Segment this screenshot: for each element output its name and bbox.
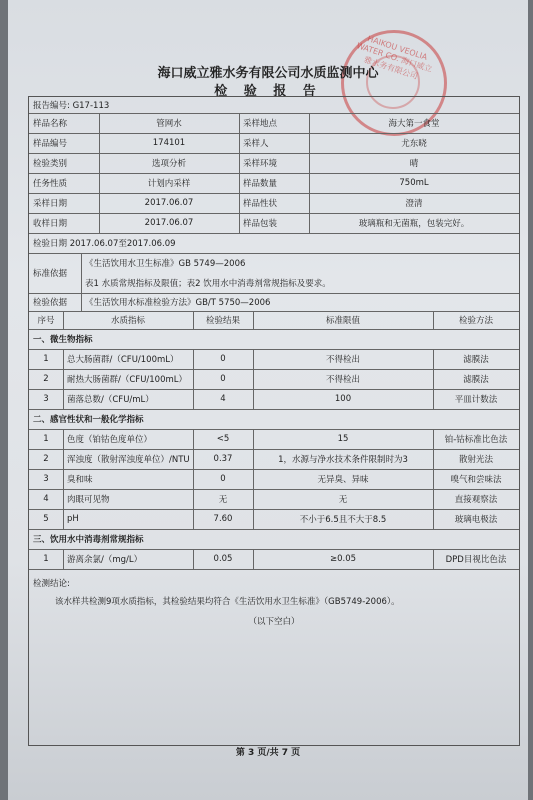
- info-label: 采样日期: [33, 199, 68, 209]
- table-cell: 5: [43, 514, 49, 524]
- info-label: 任务性质: [33, 179, 68, 189]
- column-header: 序号: [37, 316, 55, 326]
- info-label: 样品数量: [243, 179, 278, 189]
- table-cell: 4: [43, 494, 49, 504]
- report-title: 检 验 报 告: [214, 84, 322, 99]
- cell-divider: [253, 369, 254, 389]
- table-cell: 无异臭、异味: [317, 475, 369, 485]
- column-header: 检验结果: [205, 316, 240, 326]
- cell-divider: [253, 449, 254, 469]
- cell-divider: [63, 429, 64, 449]
- cell-divider: [193, 349, 194, 369]
- report-page: [8, 0, 528, 800]
- table-row: [29, 449, 519, 470]
- table-cell: 平皿计数法: [454, 395, 498, 405]
- table-row: [29, 469, 519, 490]
- info-label: 采样地点: [243, 119, 278, 129]
- info-label: 采样人: [243, 139, 269, 149]
- table-cell: 0: [220, 374, 226, 384]
- cell-divider: [433, 489, 434, 509]
- info-row: [29, 133, 519, 154]
- company-name: 海口威立雅水务有限公司水质监测中心: [157, 66, 379, 81]
- table-cell: 滤膜法: [463, 375, 489, 385]
- info-row: [29, 193, 519, 214]
- method-basis-row: [29, 293, 519, 312]
- info-value: 晴: [409, 159, 419, 169]
- info-value: 管网水: [156, 119, 182, 129]
- cell-divider: [63, 389, 64, 409]
- cell-divider: [433, 429, 434, 449]
- table-cell: 0.05: [213, 554, 233, 564]
- cell-divider: [253, 489, 254, 509]
- info-label: 样品名称: [33, 119, 68, 129]
- seal-text: HAIKOU VEOLIA WATER CO. 海口威立雅水务有限公司: [355, 34, 434, 81]
- table-row: [29, 389, 519, 410]
- table-cell: 1，水源与净水技术条件限制时为3: [278, 455, 408, 465]
- cell-divider: [193, 469, 194, 489]
- info-value: 174101: [152, 138, 186, 148]
- cell-divider: [63, 489, 64, 509]
- cell-divider: [253, 389, 254, 409]
- info-label: 收样日期: [33, 219, 68, 229]
- cell-divider: [193, 311, 194, 329]
- cell-divider: [433, 311, 434, 329]
- table-row: [29, 369, 519, 390]
- column-header: 水质指标: [110, 316, 145, 326]
- cell-divider: [63, 549, 64, 569]
- section-title: 二、感官性状和一般化学指标: [33, 415, 144, 425]
- standard-line1: 《生活饮用水卫生标准》GB 5749—2006: [85, 259, 246, 269]
- table-row: [29, 429, 519, 450]
- table-cell: 2: [43, 454, 49, 464]
- cell-divider: [433, 549, 434, 569]
- table-cell: 直接观察法: [454, 495, 498, 505]
- cell-divider: [63, 449, 64, 469]
- info-value: 玻璃瓶和无菌瓶，包装完好。: [358, 219, 470, 229]
- info-row: [29, 153, 519, 174]
- cell-divider: [193, 509, 194, 529]
- cell-divider: [63, 369, 64, 389]
- section-title-row: [29, 529, 519, 550]
- table-cell: DPD目视比色法: [445, 555, 507, 565]
- info-row: [29, 213, 519, 234]
- table-cell: 0: [220, 474, 226, 484]
- table-cell: 肉眼可见物: [67, 495, 110, 505]
- cell-divider: [433, 449, 434, 469]
- table-cell: 嗅气和尝味法: [450, 475, 502, 485]
- table-cell: 0.37: [213, 454, 233, 464]
- table-cell: 1: [43, 434, 49, 444]
- cell-divider: [253, 429, 254, 449]
- table-cell: 臭和味: [67, 475, 93, 485]
- table-cell: 1: [43, 554, 49, 564]
- cell-divider: [193, 429, 194, 449]
- table-cell: 滤膜法: [463, 355, 489, 365]
- info-label: 检验类别: [33, 159, 68, 169]
- table-cell: 散射光法: [458, 455, 493, 465]
- cell-divider: [433, 349, 434, 369]
- table-cell: 总大肠菌群/（CFU/100mL）: [67, 355, 179, 365]
- table-cell: 不得检出: [325, 375, 360, 385]
- cell-divider: [253, 469, 254, 489]
- table-cell: 无: [218, 495, 228, 505]
- info-value: 750mL: [399, 178, 429, 188]
- cell-divider: [193, 449, 194, 469]
- table-cell: 耐热大肠菌群/（CFU/100mL）: [67, 375, 188, 385]
- cell-divider: [433, 509, 434, 529]
- info-label: 采样环境: [243, 159, 278, 169]
- table-cell: 铂-钴标准比色法: [444, 435, 508, 445]
- table-row: [29, 549, 519, 570]
- info-value: 计划内采样: [147, 179, 191, 189]
- cell-divider: [433, 369, 434, 389]
- table-cell: 色度（铂钴色度单位）: [67, 435, 153, 445]
- test-date: 检验日期 2017.06.07至2017.06.09: [33, 239, 176, 249]
- cell-divider: [63, 469, 64, 489]
- cell-divider: [253, 509, 254, 529]
- section-title-row: [29, 329, 519, 350]
- table-cell: pH: [67, 514, 79, 524]
- report-number: 报告编号: G17-113: [33, 101, 110, 111]
- table-cell: 不得检出: [325, 355, 360, 365]
- cell-divider: [193, 389, 194, 409]
- table-cell: 100: [334, 394, 352, 404]
- table-cell: 游离余氯/（mg/L）: [67, 555, 143, 565]
- test-date-row: [29, 233, 519, 254]
- cell-divider: [63, 349, 64, 369]
- table-cell: 玻璃电极法: [454, 515, 498, 525]
- info-row: [29, 113, 519, 134]
- table-cell: 浑浊度（散射浑浊度单位）/NTU: [67, 455, 190, 465]
- table-cell: 4: [220, 394, 226, 404]
- table-header-row: [29, 311, 519, 330]
- table-cell: 无: [338, 495, 348, 505]
- cell-divider: [433, 389, 434, 409]
- conclusion-block: [29, 569, 519, 745]
- section-title-row: [29, 409, 519, 430]
- info-value: 海大第一食堂: [388, 119, 440, 129]
- info-label: 样品性状: [243, 199, 278, 209]
- info-value: 选项分析: [151, 159, 186, 169]
- table-cell: 7.60: [213, 514, 233, 524]
- table-cell: 2: [43, 374, 49, 384]
- standard-line2: 表1 水质常规指标及限值；表2 饮用水中消毒剂常规指标及要求。: [85, 279, 331, 289]
- report-number-row: [29, 97, 519, 114]
- info-label: 样品编号: [33, 139, 68, 149]
- cell-divider: [63, 509, 64, 529]
- blank-note: （以下空白）: [248, 617, 300, 627]
- cell-divider: [253, 311, 254, 329]
- info-value: 尤东晓: [401, 139, 427, 149]
- standard-label: 标准依据: [33, 269, 68, 279]
- section-title: 三、饮用水中消毒剂常规指标: [33, 535, 144, 545]
- table-row: [29, 489, 519, 510]
- table-row: [29, 349, 519, 370]
- section-title: 一、微生物指标: [33, 335, 93, 345]
- info-value: 澄清: [405, 199, 423, 209]
- info-label: 样品包装: [243, 219, 278, 229]
- cell-divider: [253, 349, 254, 369]
- info-row: [29, 173, 519, 194]
- info-value: 2017.06.07: [144, 198, 194, 208]
- standard-row: [29, 253, 519, 294]
- cell-divider: [193, 489, 194, 509]
- cell-divider: [63, 311, 64, 329]
- column-header: 检验方法: [458, 316, 493, 326]
- table-cell: 不小于6.5且不大于8.5: [299, 515, 387, 525]
- conclusion-text: 该水样共检测9项水质指标，其检验结果均符合《生活饮用水卫生标准》（GB5749-2006）。: [55, 597, 400, 607]
- table-cell: 3: [43, 474, 49, 484]
- table-cell: 15: [337, 434, 349, 444]
- method-basis-label: 检验依据: [33, 298, 68, 308]
- cell-divider: [193, 549, 194, 569]
- method-basis-text: 《生活饮用水标准检验方法》GB/T 5750—2006: [85, 298, 271, 308]
- conclusion-label: 检测结论:: [33, 579, 70, 589]
- table-cell: 1: [43, 354, 49, 364]
- page-number: 第 3 页/共 7 页: [235, 748, 301, 758]
- table-row: [29, 509, 519, 530]
- table-cell: 0: [220, 354, 226, 364]
- table-cell: ≥0.05: [329, 554, 357, 564]
- table-cell: 菌落总数/（CFU/mL）: [67, 395, 154, 405]
- cell-divider: [253, 549, 254, 569]
- column-header: 标准限值: [325, 316, 360, 326]
- table-cell: 3: [43, 394, 49, 404]
- cell-divider: [433, 469, 434, 489]
- info-value: 2017.06.07: [144, 218, 194, 228]
- report-table: [28, 96, 520, 746]
- table-cell: <5: [216, 434, 230, 444]
- cell-divider: [193, 369, 194, 389]
